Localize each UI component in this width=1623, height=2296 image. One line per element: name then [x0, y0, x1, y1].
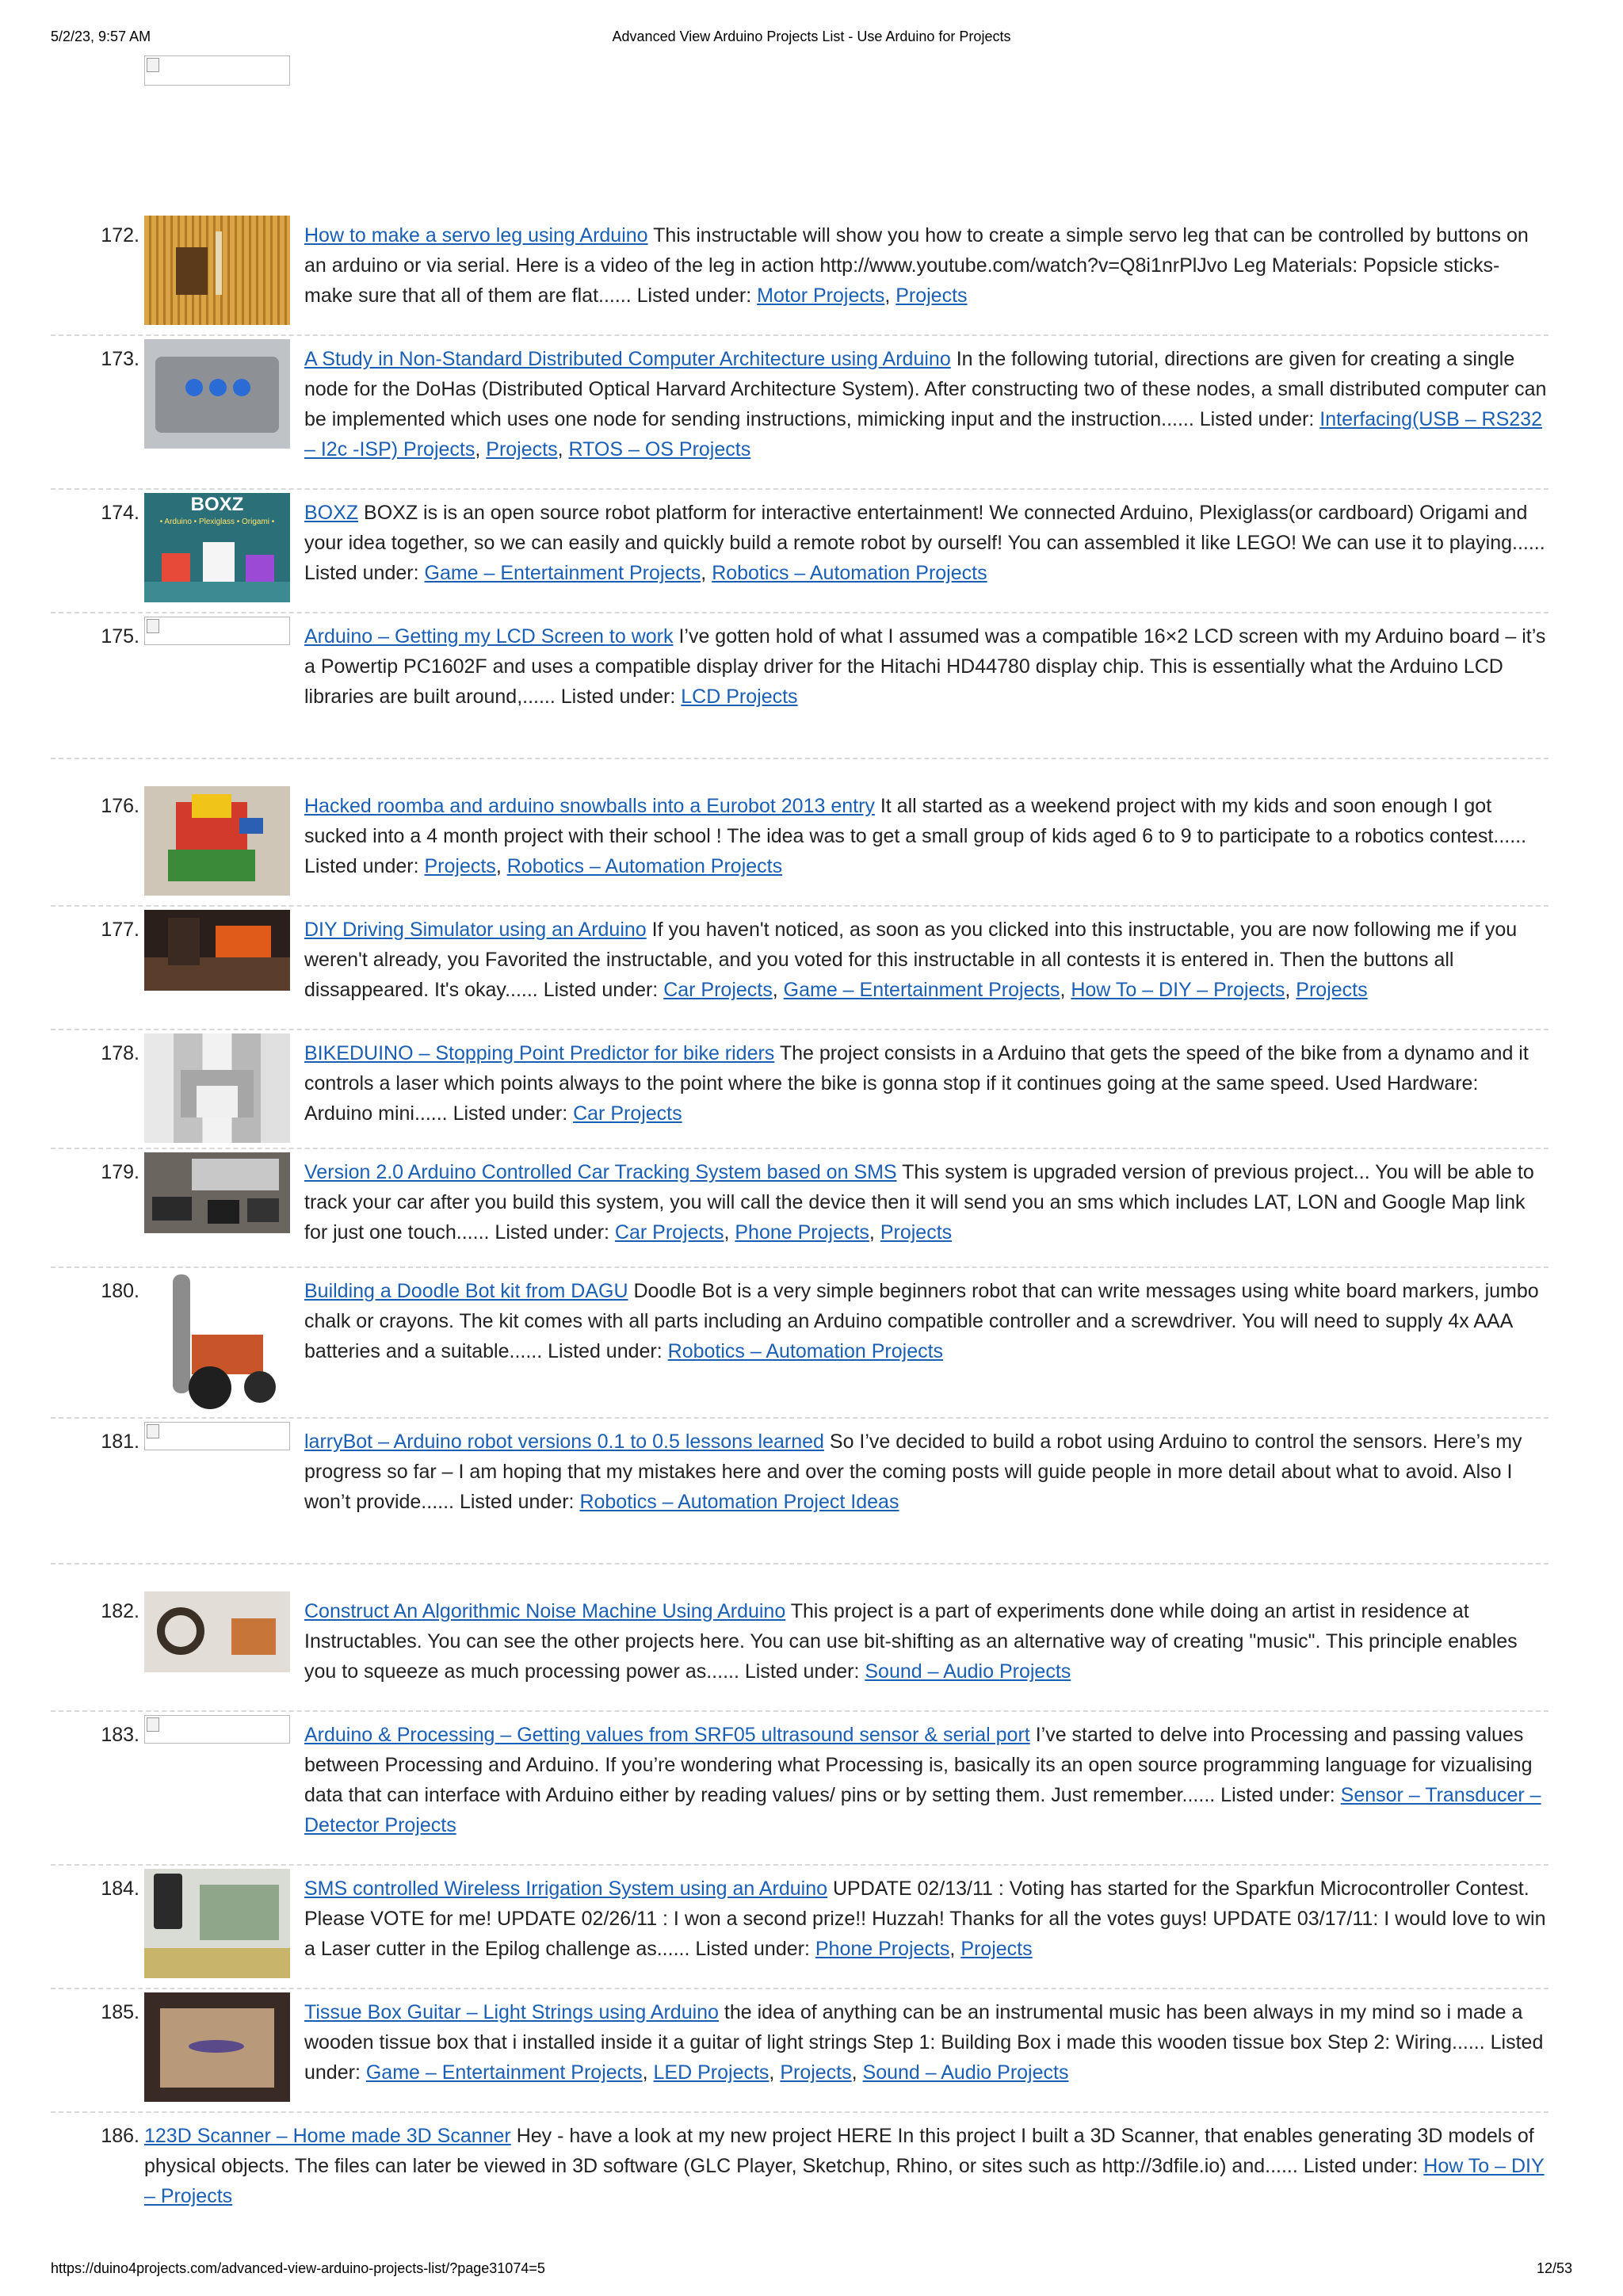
print-header	[51, 29, 1572, 48]
category-link[interactable]: Projects	[880, 1221, 953, 1244]
category-link[interactable]: Game – Entertainment Projects	[783, 979, 1060, 1001]
list-item: 185. Tissue Box Guitar – Light Strings using Arduino the idea of anything can be an instrumental music has been always in my mind so i made a wooden tissue box that i installed inside it a guitar of light strings Step 1: Building Box i made this wooden tissue box Step 2: Wiring...... Listed under: Game – Entertainment Projects, LED Projects, Projects, Sound – Audio Projects	[51, 1989, 1549, 2113]
project-title-link[interactable]: BOXZ	[304, 502, 359, 524]
category-link[interactable]: Projects	[1296, 979, 1368, 1001]
category-link[interactable]: Projects	[896, 285, 968, 307]
item-number: 175.	[101, 625, 139, 648]
category-link[interactable]: Car Projects	[573, 1102, 682, 1125]
broken-image-icon	[144, 1422, 290, 1450]
project-thumbnail[interactable]	[144, 910, 290, 991]
category-link[interactable]: Game – Entertainment Projects	[365, 2061, 643, 2084]
category-link[interactable]: How To – DIY – Projects	[144, 2155, 1545, 2207]
thumbnail-subcaption: • Arduino • Plexiglass • Origami •	[159, 518, 275, 526]
project-thumbnail[interactable]	[144, 216, 290, 325]
item-number: 181.	[101, 1431, 139, 1453]
category-link[interactable]: Phone Projects	[735, 1221, 869, 1244]
project-thumbnail[interactable]	[144, 786, 290, 896]
listed-under-label: Listed under:	[744, 1660, 860, 1683]
project-description: This instructable will show you how to create a simple servo leg that can be controlled by buttons on an arduino or via serial. Here is a video of the leg in action http://www.youtube.com/watch?v=Q8i1nrPlJvo Leg Materials: Popsicle sticks- make sure that all of them are flat......	[304, 224, 1529, 307]
listed-under-label: Listed under:	[560, 686, 676, 708]
project-title-link[interactable]: How to make a servo leg using Arduino	[304, 224, 648, 246]
item-number: 174.	[101, 502, 139, 524]
project-description: I’ve gotten hold of what I assumed was a compatible 16×2 LCD screen with my Arduino board – it’s a Powertip PC1602F and uses a compatible display driver for the Hitachi HD44780 display chip. This is essentially what the Arduino LCD libraries are built around,......	[304, 625, 1546, 708]
project-description: Hey - have a look at my new project HERE In this project I built a 3D Scanner, that enables generating 3D models of physical objects. The files can later be viewed in 3D software (GLC Player, Sketchup, Rhino, or sites such as http://3dfile.io) and......	[144, 2125, 1534, 2177]
category-link[interactable]: Car Projects	[663, 979, 773, 1001]
category-link[interactable]: How To – DIY – Projects	[1071, 979, 1285, 1001]
list-item: 179. Version 2.0 Arduino Controlled Car Tracking System based on SMS This system is upgraded version of previous project... You will be able to track your car after you build this system, you will call the device then it will send you an sms which includes LAT, LON and Google Map link for just one touch...... Listed under: Car Projects, Phone Projects, Projects	[51, 1149, 1549, 1268]
listed-under-label: Listed under:	[1303, 2155, 1419, 2177]
item-number: 172.	[101, 224, 139, 246]
broken-image-icon	[144, 617, 290, 645]
list-item: 177. DIY Driving Simulator using an Arduino If you haven't noticed, as soon as you clicked into this instructable, you are now following me if you weren't already, you Favorited the instructable, and you voted for this instructable in all contests it is entered in. Then the buttons all dissappeared. It's okay...... Listed under: Car Projects, Game – Entertainment Projects, How To – DIY – Projects, Projects	[51, 907, 1549, 1030]
project-title-link[interactable]: larryBot – Arduino robot versions 0.1 to 0.5 lessons learned	[304, 1431, 824, 1453]
category-link[interactable]: RTOS – OS Projects	[568, 438, 751, 460]
list-item: 173. A Study in Non-Standard Distributed Computer Architecture using Arduino In the following tutorial, directions are given for creating a single node for the DoHas (Distributed Optical Harvard Architecture System). After constructing two of these nodes, a small distributed computer can be implemented which uses one node for sending instructions, mimicking input and the instruction...... Listed under: Interfacing(USB – RS232 – I2c -ISP) Projects, Projects, RTOS – OS Projects	[51, 336, 1549, 490]
project-description: In the following tutorial, directions are given for creating a single node for the DoHas (Distributed Optical Harvard Architecture System). After constructing two of these nodes, a small distributed computer can be implemented which uses one node for sending instructions, mimicking input and the instruction......	[304, 348, 1547, 430]
project-thumbnail[interactable]	[144, 1271, 290, 1412]
listed-under-label: Listed under:	[543, 979, 659, 1001]
project-title-link[interactable]: A Study in Non-Standard Distributed Computer Architecture using Arduino	[304, 348, 951, 370]
item-number: 182.	[101, 1600, 139, 1622]
project-title-link[interactable]: 123D Scanner – Home made 3D Scanner	[144, 2125, 511, 2147]
project-description: The project consists in a Arduino that gets the speed of the bike from a dynamo and it controls a laser which points always to the point where the bike is gonna stop if it continues going at the same speed. Used Hardware: Arduino mini......	[304, 1042, 1529, 1125]
item-number: 177.	[101, 919, 139, 941]
list-item: 174. BOXZ • Arduino • Plexiglass • Origami • BOXZ BOXZ is is an open source robot platform for interactive entertainment! We connected Arduino, Plexiglass(or cardboard) Origami and your idea together, so we can easily and quickly build a remote robot by ourself! You can assembled it like LEGO! We can use it to playing...... Listed under: Game – Entertainment Projects, Robotics – Automation Projects	[51, 490, 1549, 613]
broken-image-icon	[144, 1715, 290, 1744]
category-link[interactable]: Motor Projects	[757, 285, 885, 307]
project-title-link[interactable]: Tissue Box Guitar – Light Strings using Arduino	[304, 2001, 719, 2023]
project-description: BOXZ is is an open source robot platform for interactive entertainment! We connected Arduino, Plexiglass(or cardboard) Origami and your idea together, so we can easily and quickly build a remote robot by ourself! You can assembled it like LEGO! We can use it to playing......	[304, 502, 1545, 554]
item-number: 176.	[101, 795, 139, 817]
category-link[interactable]: Sensor – Transducer – Detector Projects	[304, 1784, 1541, 1836]
project-thumbnail[interactable]	[144, 1992, 290, 2102]
category-link[interactable]: LED Projects	[653, 2061, 769, 2084]
page-title: Advanced View Arduino Projects List - Use Arduino for Projects	[612, 29, 1011, 44]
category-link[interactable]: Sound – Audio Projects	[862, 2061, 1069, 2084]
listed-under-label: Listed under:	[1199, 408, 1315, 430]
listed-under-label: Listed under:	[453, 1102, 568, 1125]
category-link[interactable]: Robotics – Automation Projects	[667, 1340, 944, 1362]
project-description: I’ve started to delve into Processing and passing values between Processing and Arduino. If you’re wondering what Processing is, basically its an open source programming language for vizualising data that can interface with Arduino either by reading values/ pins or by setting them. Just remember......	[304, 1724, 1533, 1806]
project-title-link[interactable]: Version 2.0 Arduino Controlled Car Tracking System based on SMS	[304, 1161, 897, 1183]
listed-under-label: Listed under:	[548, 1340, 663, 1362]
category-link[interactable]: Robotics – Automation Projects	[712, 562, 987, 584]
project-title-link[interactable]: Building a Doodle Bot kit from DAGU	[304, 1280, 628, 1302]
project-title-link[interactable]: Construct An Algorithmic Noise Machine Using Arduino	[304, 1600, 786, 1622]
project-title-link[interactable]: Arduino – Getting my LCD Screen to work	[304, 625, 674, 648]
broken-image-icon	[144, 55, 290, 86]
category-link[interactable]: Projects	[424, 855, 496, 877]
category-link[interactable]: LCD Projects	[681, 686, 798, 708]
list-item	[51, 1419, 1549, 1564]
print-datetime: 5/2/23, 9:57 AM	[51, 29, 151, 44]
listed-under-label: Listed under:	[1220, 1784, 1335, 1806]
project-title-link[interactable]: Arduino & Processing – Getting values from SRF05 ultrasound sensor & serial port	[304, 1724, 1030, 1746]
list-item: 184. SMS controlled Wireless Irrigation System using an Arduino UPDATE 02/13/11 : Voting has started for the Sparkfun Microcontroller Contest. Please VOTE for me! UPDATE 02/26/11 : I won a second prize!! Huzzah! Thanks for all the votes guys! UPDATE 03/17/11: I would love to win a Laser cutter in the Epilog challenge as...... Listed under: Phone Projects, Projects	[51, 1866, 1549, 1989]
project-title-link[interactable]: Hacked roomba and arduino snowballs into a Eurobot 2013 entry	[304, 795, 875, 817]
item-number: 180.	[101, 1280, 139, 1302]
project-description: It all started as a weekend project with my kids and soon enough I got sucked into a 4 month project with their school ! The idea was to get a small group of kids aged 6 to 9 to participate to a robotics contest......	[304, 795, 1527, 847]
category-link[interactable]: Projects	[486, 438, 558, 460]
project-description: This project is a part of experiments done while doing an artist in residence at Instructables. You can see the other projects here. You can use bit-shifting as an alternative way of creating "music". This principle enables you to squeeze as much processing power as......	[304, 1600, 1518, 1683]
list-item	[51, 1268, 1549, 1419]
project-description: Doodle Bot is a very simple beginners robot that can write messages using white board markers, jumbo chalk or crayons. The kit comes with all parts including an Arduino compatible controller and a screwdriver. You will need to supply 4x AAA batteries and a suitable......	[304, 1280, 1539, 1362]
item-number: 179.	[101, 1161, 139, 1183]
listed-under-label: Listed under:	[459, 1491, 575, 1513]
category-link[interactable]: Phone Projects	[815, 1938, 950, 1960]
project-thumbnail[interactable]	[144, 1869, 290, 1978]
project-thumbnail[interactable]	[144, 1152, 290, 1233]
listed-under-label: Listed under:	[495, 1221, 609, 1244]
category-link[interactable]: Sound – Audio Projects	[865, 1660, 1071, 1683]
list-item	[51, 1588, 1549, 1712]
list-item: 172. How to make a servo leg using Arduino This instructable will show you how to create a simple servo leg that can be controlled by buttons on an arduino or via serial. Here is a video of the leg in action http://www.youtube.com/watch?v=Q8i1nrPlJvo Leg Materials: Popsicle sticks- make sure that all of them are flat...... Listed under: Motor Projects, Projects	[51, 212, 1549, 336]
project-title-link[interactable]: DIY Driving Simulator using an Arduino	[304, 919, 647, 941]
project-thumbnail[interactable]	[144, 1033, 290, 1143]
listed-under-label: Listed under:	[304, 562, 419, 584]
page-number: 12/53	[1536, 2260, 1572, 2276]
print-footer	[51, 2260, 1572, 2279]
list-item	[51, 1712, 1549, 1866]
project-title-link[interactable]: SMS controlled Wireless Irrigation System using an Arduino	[304, 1878, 828, 1900]
listed-under-label: Listed under:	[304, 2031, 1544, 2084]
category-link[interactable]: Interfacing(USB – RS232 – I2c -ISP) Projects	[304, 408, 1542, 460]
listed-under-label: Listed under:	[304, 855, 419, 877]
list-item	[51, 613, 1549, 759]
category-link[interactable]: Projects	[960, 1938, 1033, 1960]
projects-list	[51, 212, 1549, 2224]
project-thumbnail[interactable]	[144, 339, 290, 449]
listed-under-label: Listed under:	[636, 285, 752, 307]
thumbnail-caption: BOXZ	[190, 494, 244, 515]
category-link[interactable]: Projects	[780, 2061, 852, 2084]
project-thumbnail[interactable]	[144, 1591, 290, 1672]
item-number: 186.	[101, 2125, 139, 2147]
project-thumbnail[interactable]	[144, 493, 290, 602]
list-item: 176. Hacked roomba and arduino snowballs into a Eurobot 2013 entry It all started as a weekend project with my kids and soon enough I got sucked into a 4 month project with their school ! The idea was to get a small group of kids aged 6 to 9 to participate to a robotics contest...... Listed under: Projects, Robotics – Automation Projects	[51, 783, 1549, 907]
category-link[interactable]: Robotics – Automation Projects	[506, 855, 783, 877]
item-number: 183.	[101, 1724, 139, 1746]
page-url: https://duino4projects.com/advanced-view-arduino-projects-list/?page31074=5	[51, 2260, 545, 2276]
project-description: the idea of anything can be an instrumental music has been always in my mind so i made a wooden tissue box that i installed inside it a guitar of light strings Step 1: Building Box i made this wooden tissue box Step 2: Wiring......	[304, 2001, 1523, 2053]
project-description: If you haven't noticed, as soon as you clicked into this instructable, you are now following me if you weren't already, you Favorited the instructable, and you voted for this instructable in all contests it is entered in. Then the buttons all dissappeared. It's okay......	[304, 919, 1518, 1001]
project-title-link[interactable]: BIKEDUINO – Stopping Point Predictor for bike riders	[304, 1042, 775, 1064]
category-link[interactable]: Game – Entertainment Projects	[424, 562, 701, 584]
listed-under-label: Listed under:	[695, 1938, 810, 1960]
list-item	[51, 1030, 1549, 1149]
list-item	[51, 2113, 1549, 2224]
category-link[interactable]: Robotics – Automation Project Ideas	[579, 1491, 899, 1513]
item-number: 185.	[101, 2001, 139, 2023]
project-description: UPDATE 02/13/11 : Voting has started for the Sparkfun Microcontroller Contest. Please VOTE for me! UPDATE 02/26/11 : I won a second prize!! Huzzah! Thanks for all the votes guys! UPDATE 03/17/11: I would love to win a Laser cutter in the Epilog challenge as......	[304, 1878, 1546, 1960]
item-number: 184.	[101, 1878, 139, 1900]
project-description: So I’ve decided to build a robot using Arduino to control the sensors. Here’s my progress so far – I am hoping that my mistakes here and over the coming posts will guide people in more detail about what to avoid. Also I won’t provide......	[304, 1431, 1522, 1513]
category-link[interactable]: Car Projects	[614, 1221, 724, 1244]
item-number: 173.	[101, 348, 139, 370]
project-description: This system is upgraded version of previous project... You will be able to track your car after you build this system, you will call the device then it will send you an sms which includes LAT, LON and Google Map link for just one touch......	[304, 1161, 1534, 1244]
item-number: 178.	[101, 1042, 139, 1064]
